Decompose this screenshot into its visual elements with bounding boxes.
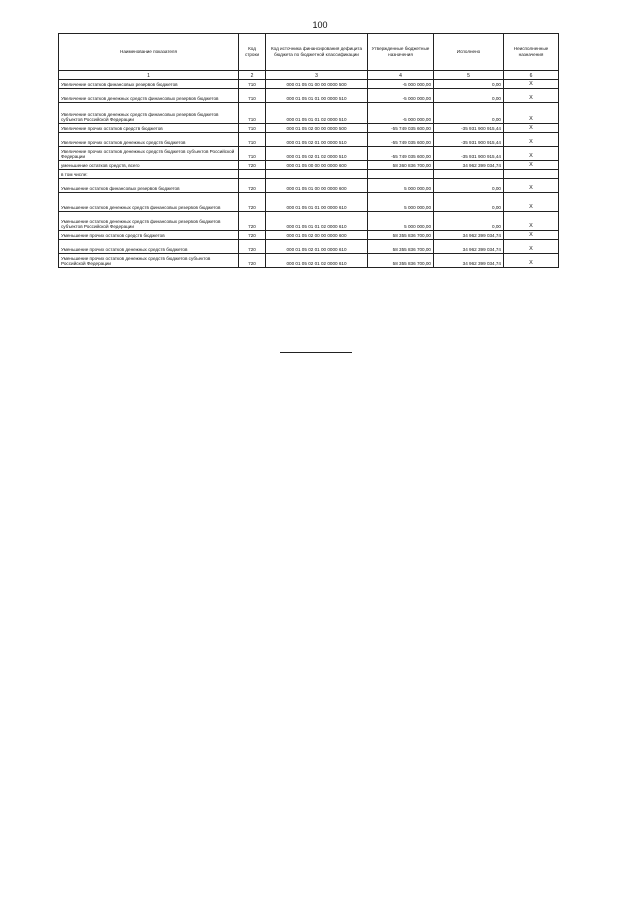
- row-unexecuted: X: [504, 254, 559, 268]
- row-code: 720: [239, 193, 266, 212]
- row-name: Увеличение прочих остатков денежных средств бюджетов субъектов Российской Федерации: [59, 147, 239, 161]
- signature-line: [280, 352, 352, 353]
- row-approved: 58 355 836 700,00: [368, 254, 434, 268]
- row-unexecuted: X: [504, 124, 559, 133]
- row-code: 720: [239, 254, 266, 268]
- row-source-code: 000 01 05 02 01 00 0000 610: [266, 240, 368, 254]
- row-code: 710: [239, 89, 266, 103]
- row-name: Увеличение прочих остатков денежных средств бюджетов: [59, 133, 239, 147]
- row-executed: 34 962 399 034,74: [434, 231, 504, 240]
- row-unexecuted: X: [504, 231, 559, 240]
- row-unexecuted: X: [504, 179, 559, 193]
- table-row: [59, 147, 559, 161]
- row-executed: 0,00: [434, 193, 504, 212]
- row-executed: -35 931 900 915,44: [434, 133, 504, 147]
- row-code: 720: [239, 161, 266, 170]
- table-row: [59, 254, 559, 268]
- row-unexecuted: X: [504, 193, 559, 212]
- row-source-code: 000 01 05 01 01 02 0000 510: [266, 103, 368, 124]
- row-approved: -5 000 000,00: [368, 89, 434, 103]
- header-source: Код источника финансирования дефицита бюджета по бюджетной классификации: [266, 34, 368, 71]
- column-number-row: [59, 71, 559, 80]
- row-source-code: 000 01 05 02 00 00 0000 600: [266, 231, 368, 240]
- row-approved: 58 360 836 700,00: [368, 161, 434, 170]
- column-number: 5: [434, 71, 504, 80]
- row-executed: [434, 170, 504, 179]
- row-source-code: 000 01 05 02 00 00 0000 500: [266, 124, 368, 133]
- header-code: Код строки: [239, 34, 266, 71]
- row-unexecuted: [504, 170, 559, 179]
- row-unexecuted: X: [504, 103, 559, 124]
- header-approved: Утвержденные бюджетные назначения: [368, 34, 434, 71]
- row-executed: 0,00: [434, 80, 504, 89]
- row-approved: 58 355 836 700,00: [368, 231, 434, 240]
- table-body: [59, 80, 559, 268]
- table-row: [59, 170, 559, 179]
- row-executed: 0,00: [434, 179, 504, 193]
- row-unexecuted: X: [504, 240, 559, 254]
- row-name: Уменьшение прочих остатков средств бюджетов: [59, 231, 239, 240]
- row-code: [239, 170, 266, 179]
- table-row: [59, 179, 559, 193]
- row-name: Уменьшение прочих остатков денежных средств бюджетов субъектов Российской Федерации: [59, 254, 239, 268]
- row-source-code: 000 01 05 01 01 00 0000 610: [266, 193, 368, 212]
- row-source-code: 000 01 05 01 01 00 0000 510: [266, 89, 368, 103]
- row-unexecuted: X: [504, 147, 559, 161]
- table-row: [59, 231, 559, 240]
- table-row: [59, 124, 559, 133]
- row-unexecuted: X: [504, 212, 559, 231]
- row-code: 710: [239, 124, 266, 133]
- row-name: Уменьшение остатков денежных средств финансовых резервов бюджетов: [59, 193, 239, 212]
- table-row: [59, 103, 559, 124]
- row-name: Увеличение остатков денежных средств финансовых резервов бюджетов: [59, 89, 239, 103]
- table-row: [59, 161, 559, 170]
- row-name: Уменьшение остатков денежных средств финансовых резервов бюджетов субъектов Российской Федерации: [59, 212, 239, 231]
- row-code: 710: [239, 133, 266, 147]
- row-source-code: 000 01 05 02 01 02 0000 610: [266, 254, 368, 268]
- row-approved: 5 000 000,00: [368, 212, 434, 231]
- table-row: [59, 212, 559, 231]
- row-name: уменьшение остатков средств, всего: [59, 161, 239, 170]
- row-approved: 5 000 000,00: [368, 179, 434, 193]
- row-code: 710: [239, 80, 266, 89]
- row-executed: 0,00: [434, 212, 504, 231]
- sources-financing-table: [58, 33, 559, 268]
- row-source-code: 000 01 05 01 00 00 0000 600: [266, 179, 368, 193]
- page-number: 100: [312, 20, 328, 30]
- header-executed: Исполнено: [434, 34, 504, 71]
- row-approved: -55 749 035 600,00: [368, 147, 434, 161]
- header-name: Наименование показателя: [59, 34, 239, 71]
- column-number: 4: [368, 71, 434, 80]
- table-row: [59, 193, 559, 212]
- column-number: 1: [59, 71, 239, 80]
- row-name: Увеличение прочих остатков средств бюджетов: [59, 124, 239, 133]
- row-executed: 34 962 399 034,74: [434, 254, 504, 268]
- row-source-code: [266, 170, 368, 179]
- row-approved: -55 749 035 600,00: [368, 133, 434, 147]
- row-approved: -5 000 000,00: [368, 103, 434, 124]
- row-name: Увеличение остатков финансовых резервов бюджетов: [59, 80, 239, 89]
- column-number: 2: [239, 71, 266, 80]
- row-code: 720: [239, 212, 266, 231]
- row-code: 710: [239, 147, 266, 161]
- row-source-code: 000 01 05 00 00 00 0000 600: [266, 161, 368, 170]
- table-row: [59, 89, 559, 103]
- row-executed: 0,00: [434, 89, 504, 103]
- row-code: 720: [239, 231, 266, 240]
- row-unexecuted: X: [504, 133, 559, 147]
- row-source-code: 000 01 05 02 01 00 0000 510: [266, 133, 368, 147]
- row-approved: -5 000 000,00: [368, 80, 434, 89]
- row-approved: [368, 170, 434, 179]
- header-row: [59, 34, 559, 71]
- table-row: [59, 80, 559, 89]
- row-name: Увеличение остатков денежных средств финансовых резервов бюджетов субъектов Российской Федерации: [59, 103, 239, 124]
- column-number: 6: [504, 71, 559, 80]
- row-source-code: 000 01 05 01 01 02 0000 610: [266, 212, 368, 231]
- column-number: 3: [266, 71, 368, 80]
- row-unexecuted: X: [504, 161, 559, 170]
- table-row: [59, 240, 559, 254]
- row-unexecuted: X: [504, 89, 559, 103]
- row-executed: 34 962 399 034,74: [434, 240, 504, 254]
- row-code: 720: [239, 179, 266, 193]
- row-name: Уменьшение остатков финансовых резервов бюджетов: [59, 179, 239, 193]
- row-approved: -55 749 035 600,00: [368, 124, 434, 133]
- row-executed: 34 962 399 034,74: [434, 161, 504, 170]
- row-name: Уменьшение прочих остатков денежных средств бюджетов: [59, 240, 239, 254]
- row-executed: 0,00: [434, 103, 504, 124]
- table-row: [59, 133, 559, 147]
- row-name: в том числе:: [59, 170, 239, 179]
- row-approved: 58 355 836 700,00: [368, 240, 434, 254]
- row-source-code: 000 01 05 01 00 00 0000 500: [266, 80, 368, 89]
- header-unexecuted: Неисполненные назначения: [504, 34, 559, 71]
- row-code: 710: [239, 103, 266, 124]
- row-source-code: 000 01 05 02 01 02 0000 510: [266, 147, 368, 161]
- row-executed: -35 931 900 915,44: [434, 147, 504, 161]
- row-code: 720: [239, 240, 266, 254]
- row-executed: -35 931 900 915,44: [434, 124, 504, 133]
- row-unexecuted: X: [504, 80, 559, 89]
- row-approved: 5 000 000,00: [368, 193, 434, 212]
